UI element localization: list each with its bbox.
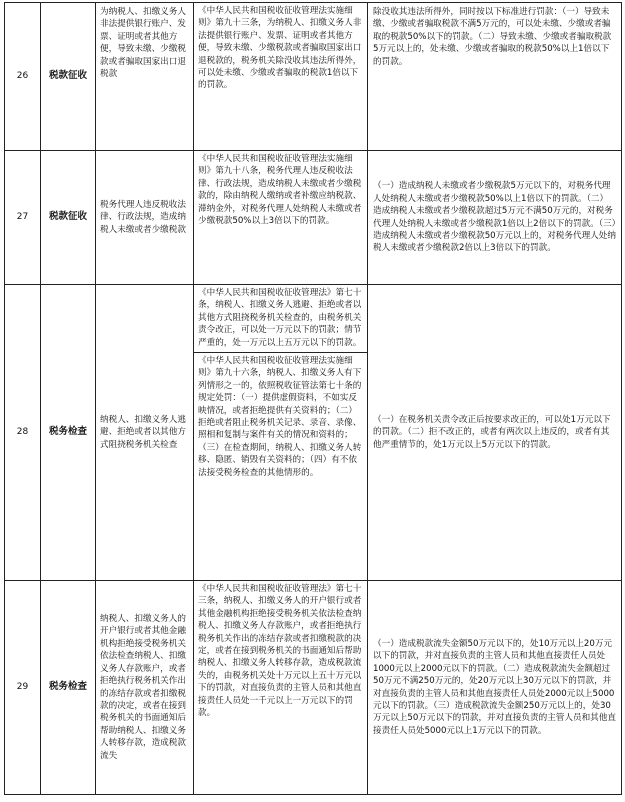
row-law-cell <box>194 151 368 285</box>
row-law: 《中华人民共和国税收征收管理法》第七十三条，纳税人、扣缴义务人的开户银行或者其他金融机构拒绝接受税务机关依法检查纳税人、扣缴义务人存款账户，或者拒绝执行税务机关作出的冻结存款或者扣缴税款的决定，或者在接到税务机关的书面通知后帮助纳税人、扣缴义务人转移存款，造成税款流失的，由税务机关处十万元以上五十万元以下的罚款，对直接负责的主管人员和其他直接责任人员处一千元以上一万元以下的罚款。 <box>198 584 362 719</box>
penalty-standards-table <box>4 2 622 795</box>
table-row <box>5 3 622 151</box>
row-penalty: 除没收其违法所得外，同时按以下标准进行罚款：（一）导致未缴、少缴或者骗取税款不满5万元的，可以处未缴、少缴或者骗取的税款50%以下的罚款。（二）导致未缴、少缴或者骗取税款5万元以上的，处未缴、少缴或者骗取的税款50%以上1倍以下的罚款。 <box>373 7 612 67</box>
row-penalty-cell <box>368 3 622 151</box>
row-category: 税款征收 <box>41 151 96 285</box>
row-law-cell <box>194 581 368 795</box>
row-penalty: （一）造成纳税人未缴或者少缴税款5万元以下的，对税务代理人处纳税人未缴或者少缴税款50%以上1倍以下的罚款。（二）造成纳税人未缴或者少缴税款超过5万元不满50万元的，对税务代理人处纳税人未缴或者少缴税款1倍以上2倍以下的罚款。（三）造成纳税人未缴或者少缴税款50万元以上的，对税务代理人处纳税人未缴或者少缴税款2倍以上3倍以下的罚款。 <box>373 181 616 254</box>
row-number: 28 <box>5 285 41 581</box>
row-law-cell <box>194 285 368 581</box>
row-penalty-cell <box>368 285 622 581</box>
table-row <box>5 151 622 285</box>
row-law: 《中华人民共和国税收征收管理法》第七十条，纳税人、扣缴义务人逃避、拒绝或者以其他方式阻挠税务机关检查的，由税务机关责令改正，可以处一万元以下的罚款；情节严重的，处一万元以上五万元以下的罚款。 <box>198 288 362 348</box>
row-penalty: （一）造成税款流失金额50万元以下的，处10万元以上20万元以下的罚款，并对直接负责的主管人员和其他直接责任人员处1000元以上2000元以下的罚款。（二）造成税款流失金额超过50万元不满250万元的，处20万元以上30万元以下的罚款，并对直接负责的主管人员和其他直接责任人员处2000元以上5000元以下的罚款。（三）造成税款流失金额250万元以上的，处30万元以上50万元以下的罚款，并对直接负责的主管人员和其他直接责任人员处5000元以上1万元以下的罚款。 <box>373 638 616 736</box>
table-row <box>5 581 622 795</box>
row-law: 《中华人民共和国税收征收管理法实施细则》第九十三条，为纳税人、扣缴义务人非法提供银行账户、发票、证明或者其他方便，导致未缴、少缴税款或者骗取国家出口退税款的，税务机关除没收其违法所得外，可以处未缴、少缴或者骗取的税款1倍以下的罚款。 <box>198 6 362 91</box>
row-description: 纳税人、扣缴义务人逃避、拒绝或者以其他方式阻挠税务机关检查 <box>96 285 194 581</box>
row-penalty-cell <box>368 581 622 795</box>
table-row <box>5 285 622 581</box>
row-law-cell <box>194 3 368 151</box>
row-description: 税务代理人违反税收法律、行政法规，造成纳税人未缴或者少缴税款 <box>96 151 194 285</box>
row-category: 税务检查 <box>41 285 96 581</box>
row-penalty-cell <box>368 151 622 285</box>
row-category: 税务检查 <box>41 581 96 795</box>
row-penalty: （一）在税务机关责令改正后按要求改正的，可以处1万元以下的罚款。（二）拒不改正的，或者有两次以上违反的，或者有其他严重情节的，处1万元以上5万元以下的罚款。 <box>373 414 611 450</box>
row-description: 为纳税人、扣缴义务人非法提供银行账户、发票、证明或者其他方便，导致未缴、少缴税款或者骗取国家出口退税款 <box>96 3 194 151</box>
row-law: 《中华人民共和国税收征收管理法实施细则》第九十八条，税务代理人违反税收法律、行政法规，造成纳税人未缴或者少缴税款的，除由纳税人缴纳或者补缴应纳税款、滞纳金外，对税务代理人处纳税人未缴或者少缴税款50%以上3倍以下的罚款。 <box>198 154 362 227</box>
row-number: 26 <box>5 3 41 151</box>
row-number: 29 <box>5 581 41 795</box>
row-law-detail: 《中华人民共和国税收征收管理法实施细则》第九十六条，纳税人、扣缴义务人有下列情形之一的，依照税收征管法第七十条的规定处罚：（一）提供虚假资料，不如实反映情况，或者拒绝提供有关资料的；（二）拒绝或者阻止税务机关记录、录音、录像、照相和复制与案件有关的情况和资料的；（三）在检查期间，纳税人、扣缴义务人转移、隐匿、销毁有关资料的；（四）有不依法接受税务检查的其他情形的。 <box>198 356 362 478</box>
row-number: 27 <box>5 151 41 285</box>
row-description: 纳税人、扣缴义务人的开户银行或者其他金融机构拒绝接受税务机关依法检查纳税人、扣缴义务人存款账户，或者拒绝执行税务机关作出的冻结存款或者扣缴税款的决定，或者在接到税务机关的书面通知后帮助纳税人、扣缴义务人转移存款，造成税款流失 <box>96 581 194 795</box>
row-category: 税款征收 <box>41 3 96 151</box>
